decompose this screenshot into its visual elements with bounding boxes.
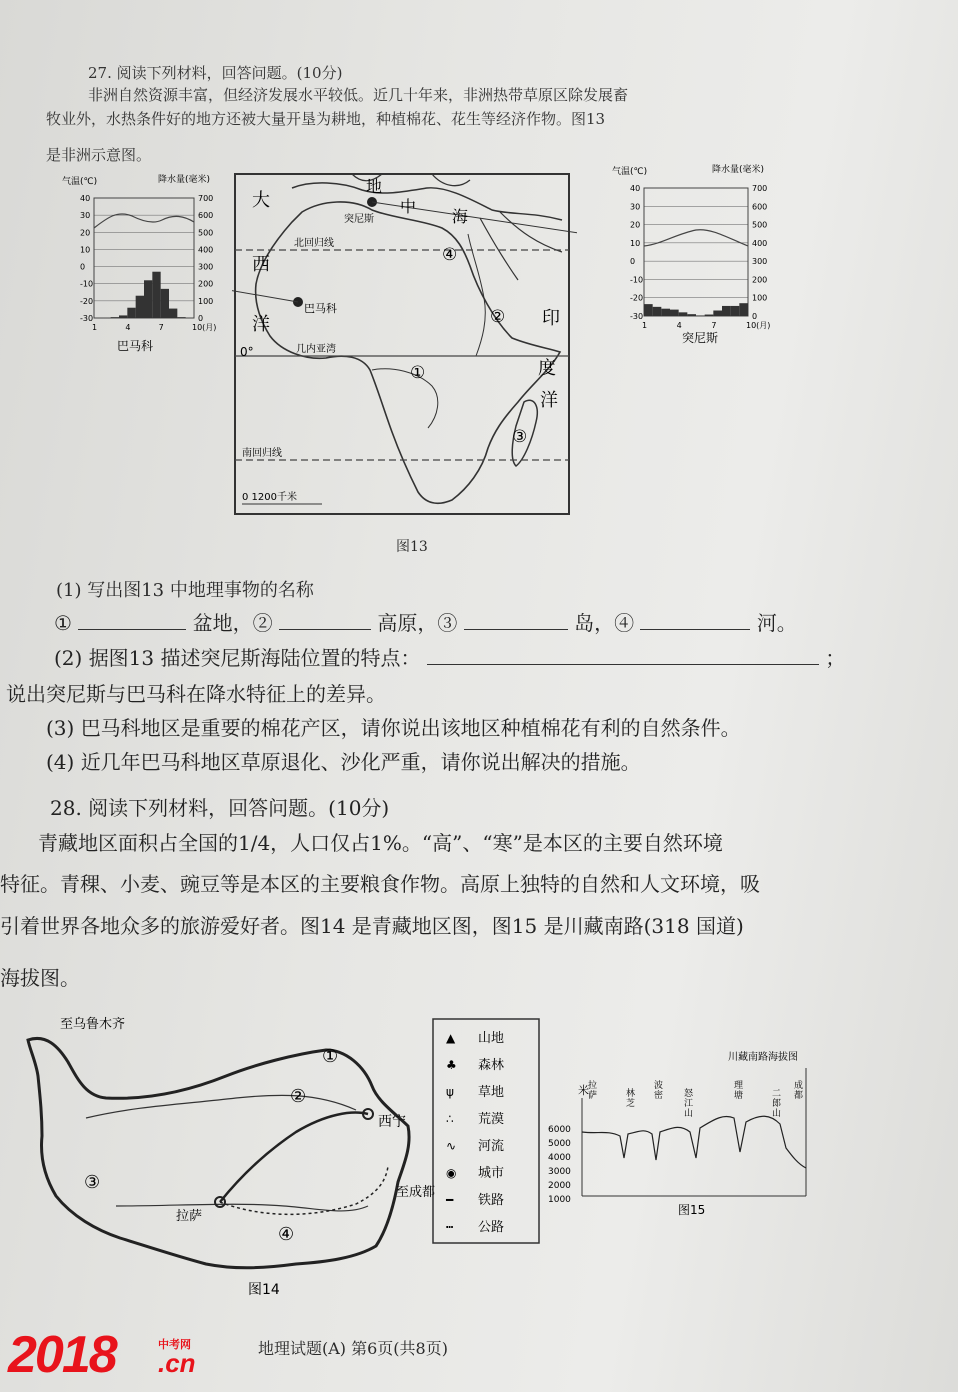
answer-blank-4[interactable] bbox=[640, 628, 750, 630]
atlantic-char-2: 西 bbox=[252, 254, 270, 275]
precip-bar bbox=[679, 312, 688, 316]
precip-tick: 100 bbox=[752, 293, 768, 303]
precip-bar bbox=[136, 296, 144, 318]
marker-1: ① bbox=[410, 363, 426, 383]
month-tick: 4 bbox=[676, 321, 682, 330]
fig13-caption: 图13 bbox=[396, 539, 428, 555]
temp-tick: 10 bbox=[630, 238, 641, 248]
med-char-1: 地 bbox=[366, 177, 383, 196]
precip-tick: 0 bbox=[198, 314, 204, 323]
elevation-tick: 5000 bbox=[548, 1139, 571, 1149]
elevation-tick: 3000 bbox=[548, 1167, 571, 1177]
q27-para-line2: 牧业外，水热条件好的地方还被大量开垦为耕地，种植棉花、花生等经济作物。图13 bbox=[46, 110, 606, 128]
q27-sub4: (4) 近几年巴马科地区草原退化、沙化严重，请你说出解决的措施。 bbox=[46, 750, 641, 774]
legend-label: 草地 bbox=[478, 1085, 505, 1100]
q27-sub1: (1) 写出图13 中地理事物的名称 bbox=[56, 580, 314, 601]
precip-bar bbox=[119, 315, 127, 318]
place-label: 理塘 bbox=[734, 1081, 744, 1101]
precip-bar bbox=[713, 311, 722, 316]
marker-4: ④ bbox=[442, 245, 458, 265]
tunis-climate-chart bbox=[612, 160, 782, 350]
precip-bar bbox=[731, 306, 740, 316]
site-logo-domain: .cn bbox=[158, 1348, 196, 1378]
precip-bar bbox=[644, 304, 653, 316]
precip-bar bbox=[152, 272, 160, 318]
temp-tick: 40 bbox=[80, 194, 91, 203]
q28-line4: 海拔图。 bbox=[0, 966, 80, 990]
month-tick: 7 bbox=[711, 321, 717, 330]
temp-tick: 10 bbox=[80, 245, 91, 255]
legend-symbol: ∿ bbox=[446, 1139, 457, 1153]
legend-label: 城市 bbox=[478, 1166, 505, 1181]
precip-tick: 300 bbox=[752, 257, 768, 267]
marker-2: ② bbox=[490, 307, 506, 327]
temp-tick: -20 bbox=[80, 296, 94, 306]
elevation-tick: 4000 bbox=[548, 1153, 571, 1163]
chart-city-label: 突尼斯 bbox=[682, 331, 719, 345]
legend-symbol: ━ bbox=[446, 1193, 454, 1207]
precip-bar bbox=[144, 280, 152, 318]
precip-bar bbox=[722, 306, 731, 316]
precip-tick: 600 bbox=[198, 211, 214, 221]
marker-3: ③ bbox=[512, 427, 528, 447]
precip-bar bbox=[687, 314, 696, 316]
precip-bar bbox=[661, 309, 670, 316]
temp-tick: -30 bbox=[630, 312, 644, 321]
precip-axis-label: 降水量(毫米) bbox=[712, 165, 765, 175]
tropic-capricorn-label: 南回归线 bbox=[242, 448, 282, 459]
answer-blank-5[interactable] bbox=[427, 663, 819, 665]
site-logo: 2018 bbox=[8, 1326, 116, 1384]
marker-2: ② bbox=[290, 1086, 307, 1107]
xining-label: 西宁 bbox=[378, 1114, 406, 1130]
q27-sub3: (3) 巴马科地区是重要的棉花产区，请你说出该地区种植棉花有利的自然条件。 bbox=[46, 716, 741, 740]
scale-label: 0 1200千米 bbox=[242, 492, 297, 503]
atlantic-char-1: 大 bbox=[252, 190, 270, 211]
marker-4: ④ bbox=[278, 1224, 295, 1245]
indian-char-3: 洋 bbox=[540, 390, 558, 411]
precip-tick: 700 bbox=[752, 184, 768, 193]
temp-tick: 0 bbox=[630, 257, 636, 267]
month-tick: 1 bbox=[92, 323, 98, 332]
temp-tick: 40 bbox=[630, 184, 641, 193]
temp-tick: -20 bbox=[630, 293, 644, 303]
temp-tick: 30 bbox=[80, 211, 91, 221]
q27-sub2a: (2) 据图13 描述突尼斯海陆位置的特点： ； bbox=[54, 646, 846, 670]
page-footer: 地理试题(A) 第6页(共8页) bbox=[258, 1339, 448, 1358]
legend-symbol: ▲ bbox=[446, 1031, 456, 1045]
precip-tick: 200 bbox=[198, 279, 214, 289]
fig14-caption: 图14 bbox=[248, 1282, 280, 1298]
q28-line3: 引着世界各地众多的旅游爱好者。图14 是青藏地区图，图15 是川藏南路(318 国道) bbox=[0, 914, 744, 938]
precip-tick: 400 bbox=[198, 245, 214, 255]
region-outline bbox=[28, 1038, 409, 1267]
precip-tick: 600 bbox=[752, 202, 768, 212]
place-label: 拉萨 bbox=[588, 1081, 598, 1101]
chart-city-label: 巴马科 bbox=[117, 339, 154, 353]
equator-label: 0° bbox=[240, 345, 254, 359]
tunis-label: 突尼斯 bbox=[344, 214, 374, 225]
precip-bars bbox=[111, 272, 186, 318]
month-tick: 1 bbox=[642, 321, 648, 330]
precip-bar bbox=[739, 303, 748, 316]
map-legend bbox=[432, 1018, 542, 1246]
railway-line bbox=[220, 1113, 368, 1202]
legend-label: 铁路 bbox=[478, 1193, 505, 1208]
precip-tick: 400 bbox=[752, 238, 768, 248]
precip-bar bbox=[169, 309, 177, 318]
temp-tick: 20 bbox=[630, 220, 641, 230]
month-tick: 10(月) bbox=[192, 323, 217, 332]
indian-char-1: 印 bbox=[542, 308, 560, 329]
urumqi-label: 至乌鲁木齐 bbox=[60, 1017, 126, 1032]
q28-line2: 特征。青稞、小麦、豌豆等是本区的主要粮食作物。高原上独特的自然和人文环境，吸 bbox=[0, 872, 760, 896]
precip-axis-label: 降水量(毫米) bbox=[158, 175, 211, 185]
legend-label: 荒漠 bbox=[478, 1112, 505, 1127]
legend-symbol: ◉ bbox=[446, 1166, 457, 1180]
legend-label: 公路 bbox=[478, 1220, 505, 1235]
precip-bar bbox=[653, 307, 662, 316]
chart-grid bbox=[644, 188, 748, 316]
legend-label: 河流 bbox=[478, 1139, 505, 1154]
legend-symbol: ┅ bbox=[446, 1220, 454, 1234]
q27-heading: 27. 阅读下列材料，回答问题。(10分) bbox=[88, 64, 343, 82]
fig15-unit: 米 bbox=[578, 1084, 589, 1097]
q27-sub2b: 说出突尼斯与巴马科在降水特征上的差异。 bbox=[6, 682, 386, 706]
temp-axis-label: 气温(℃) bbox=[612, 167, 648, 177]
q27-para-line1: 非洲自然资源丰富，但经济发展水平较低。近几十年来，非洲热带草原区除发展畜 bbox=[88, 86, 629, 104]
med-char-2: 中 bbox=[400, 197, 417, 216]
temp-tick: 0 bbox=[80, 262, 86, 272]
precip-tick: 700 bbox=[198, 194, 214, 203]
legend-symbol: ∴ bbox=[446, 1112, 454, 1126]
tropic-cancer-label: 北回归线 bbox=[294, 238, 334, 249]
africa-map bbox=[232, 170, 577, 520]
q27-sub1-blanks: ① 盆地，② 高原，③ 岛，④ 河。 bbox=[54, 611, 797, 635]
legend-label: 山地 bbox=[478, 1031, 505, 1046]
marker-3: ③ bbox=[84, 1172, 101, 1193]
month-tick: 10(月) bbox=[746, 321, 771, 330]
guinea-gulf-label: 几内亚湾 bbox=[296, 344, 336, 355]
precip-tick: 100 bbox=[198, 296, 214, 306]
marker-1: ① bbox=[322, 1046, 339, 1067]
precip-tick: 500 bbox=[752, 220, 768, 230]
atlantic-char-3: 洋 bbox=[252, 314, 270, 335]
fig15-caption: 图15 bbox=[678, 1203, 706, 1217]
legend-label: 森林 bbox=[478, 1058, 505, 1073]
place-label: 二郎山 bbox=[772, 1089, 782, 1119]
q28-heading: 28. 阅读下列材料，回答问题。(10分) bbox=[50, 796, 390, 820]
qinghai-tibet-map bbox=[16, 1006, 436, 1306]
fig15-title: 川藏南路海拔图 bbox=[728, 1052, 798, 1063]
precip-bar bbox=[127, 308, 135, 318]
precip-bar bbox=[705, 315, 714, 316]
elevation-tick: 2000 bbox=[548, 1181, 571, 1191]
elevation-tick: 6000 bbox=[548, 1125, 571, 1135]
fig15-elevation-chart bbox=[548, 1048, 820, 1218]
place-label: 林芝 bbox=[626, 1089, 636, 1109]
precip-tick: 300 bbox=[198, 262, 214, 272]
bamako-label: 巴马科 bbox=[304, 302, 337, 315]
precip-bars bbox=[644, 303, 748, 316]
q28-line1: 青藏地区面积占全国的1/4，人口仅占1%。“高”、“寒”是本区的主要自然环境 bbox=[38, 831, 723, 855]
site-logo-sub: 中考网 bbox=[158, 1338, 191, 1351]
temp-tick: -10 bbox=[80, 279, 94, 289]
precip-tick: 0 bbox=[752, 312, 758, 321]
precip-bar bbox=[161, 289, 169, 318]
elevation-tick: 1000 bbox=[548, 1195, 571, 1205]
elevation-profile bbox=[582, 1116, 806, 1168]
precip-bar bbox=[696, 315, 705, 316]
temp-tick: -30 bbox=[80, 314, 94, 323]
legend-symbol: ψ bbox=[446, 1085, 454, 1099]
temp-curve bbox=[94, 214, 194, 228]
place-label: 成都 bbox=[794, 1081, 804, 1101]
temp-tick: 30 bbox=[630, 202, 641, 212]
answer-blank-1[interactable] bbox=[78, 628, 186, 630]
place-label: 波密 bbox=[654, 1081, 664, 1101]
lhasa-label: 拉萨 bbox=[176, 1209, 203, 1224]
precip-tick: 500 bbox=[198, 228, 214, 238]
month-tick: 7 bbox=[158, 323, 164, 332]
temp-tick: -10 bbox=[630, 275, 644, 285]
answer-blank-2[interactable] bbox=[279, 628, 371, 630]
indian-char-2: 度 bbox=[538, 358, 556, 379]
q27-para-line3: 是非洲示意图。 bbox=[46, 146, 152, 164]
precip-tick: 200 bbox=[752, 275, 768, 285]
precip-bar bbox=[111, 317, 119, 318]
precip-bar bbox=[177, 317, 185, 318]
place-label: 怒江山 bbox=[684, 1089, 694, 1119]
answer-blank-3[interactable] bbox=[464, 628, 568, 630]
legend-symbol: ♣ bbox=[446, 1058, 457, 1072]
temp-axis-label: 气温(℃) bbox=[62, 177, 98, 187]
precip-bar bbox=[670, 310, 679, 316]
temp-curve bbox=[644, 230, 748, 246]
month-tick: 4 bbox=[125, 323, 131, 332]
med-char-3: 海 bbox=[452, 207, 469, 226]
chengdu-label: 至成都 bbox=[396, 1185, 436, 1200]
temp-tick: 20 bbox=[80, 228, 91, 238]
bamako-climate-chart bbox=[62, 170, 222, 360]
